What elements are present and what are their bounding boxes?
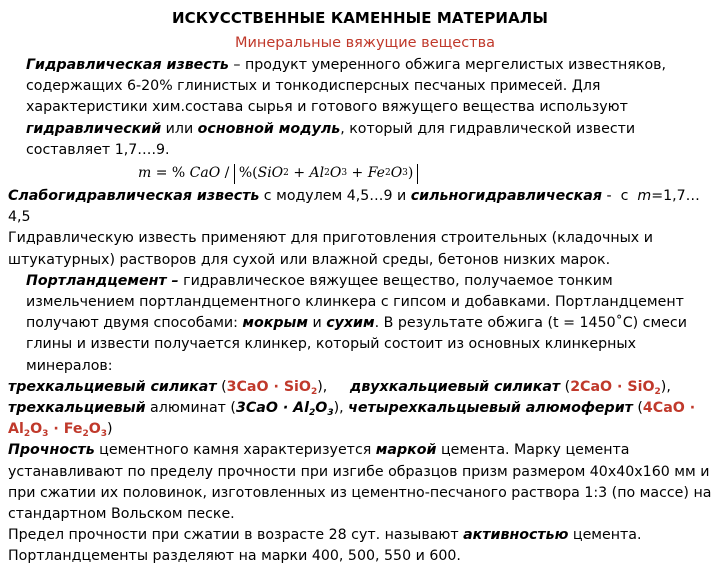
formula-c4af-o2: O: [88, 421, 101, 438]
paragraph-portland-cement: [8, 271, 714, 377]
text: цементного камня характеризуется: [94, 442, 376, 459]
text: цемента. Марку цемента устанавливают по пределу прочности при изгибе образцов призм размером 40х40х160 мм и при сжатии их половинок, изготовленных из цементно-песчаного раствора 1:3 (по массе) на стандартном Вольском песке.: [8, 442, 712, 523]
term-strength: Прочность: [8, 442, 95, 459]
paragraph-minerals: трехкальциевый силикат (3CaO · SiO$_2$), двухкальциевый силикат (2CaO · SiO$_2$), трехкальциевый алюминат $(3CaO \cdot Al_2O_3)$, четырехкальцыевый алюмоферит (4CaO · $Al_2O_3 \cdot Fe_2O_3$): [8, 378, 696, 440]
text: - с: [601, 188, 638, 205]
formula-pct: %(: [238, 164, 258, 181]
formula-o: O: [390, 164, 403, 181]
formula-c3a: 3CaO · Al: [235, 400, 309, 417]
formula-c2s: 2CaO · SiO: [570, 378, 655, 395]
formula-c4af-al: Al: [8, 421, 24, 438]
term-c4af: четырехкальцыевый алюмоферит: [348, 400, 633, 417]
term-grade: маркой: [375, 442, 437, 459]
term-c2s: двухкальциевый силикат: [349, 378, 561, 395]
term-c3s: трехкальциевый силикат: [8, 378, 217, 395]
text: ): [333, 400, 340, 417]
formula-o: O: [329, 164, 342, 181]
term-weak-hydraulic-lime: Слабогидравлическая известь: [8, 188, 260, 205]
term-wet: мокрым: [242, 315, 308, 332]
sub: 2: [283, 167, 289, 178]
text-m: m: [637, 188, 652, 205]
term-hydraulic-lime: Гидравлическая известь: [26, 57, 229, 73]
text: и: [307, 315, 327, 332]
sub: 3: [100, 429, 108, 440]
paragraph-weak-hydraulic: [8, 186, 714, 228]
term-portland-cement: Портландцемент –: [26, 272, 179, 289]
sub: 3: [327, 408, 334, 419]
term-strong-hydraulic: сильногидравлическая: [410, 188, 602, 205]
text: =1,7…4,5: [8, 188, 700, 226]
text: алюминат (: [145, 400, 236, 417]
sub: 2: [82, 429, 89, 440]
formula-bracket: [234, 164, 419, 184]
text: цемента.: [568, 527, 642, 544]
slide-body: [8, 55, 714, 568]
formula-fe: Fe: [367, 164, 385, 181]
sub: 2: [310, 386, 318, 397]
term-c3a: трехкальциевый: [8, 400, 146, 417]
formula-plus: +: [288, 164, 310, 181]
sub: 2: [23, 429, 31, 440]
term-basic-module: основной модуль: [197, 120, 341, 137]
formula-c4af-fe: · Fe: [48, 421, 83, 438]
sub: 2: [324, 167, 330, 178]
text: , который для гидравлической извести составляет 1,7….9.: [26, 120, 636, 158]
paragraph-strength: [8, 440, 714, 525]
formula-div: /: [220, 164, 234, 181]
text: с модулем 4,5…9 и: [259, 188, 411, 205]
sub: 2: [309, 408, 316, 419]
formula-sio2: SiO: [257, 164, 284, 181]
formula-c4af-o: O: [30, 421, 43, 438]
formula-m: m: [138, 164, 152, 181]
sub: 3: [341, 167, 348, 178]
page-subtitle: Минеральные вяжущие вещества: [234, 35, 496, 51]
module-formula: [8, 161, 714, 186]
formula-al: Al: [309, 164, 325, 181]
paragraph-activity: [8, 525, 714, 546]
text: Предел прочности при сжатии в возрасте 28 сут. называют: [8, 527, 464, 544]
term-activity: активностью: [463, 527, 569, 544]
formula-plus: +: [347, 164, 368, 181]
sub: 3: [402, 167, 408, 178]
formula-eq: = %: [151, 164, 190, 181]
text: или: [161, 120, 198, 137]
text: – продукт умеренного обжига мергелистых известняков, содержащих 6-20% глинистых и тонкодисперсных песчаных примесей. Для характеристики хим.состава сырья и готового вяжущего вещества используют: [26, 57, 666, 116]
formula-c4af: 4CaO ·: [642, 400, 696, 417]
term-hydraulic-module: гидравлический: [26, 120, 162, 137]
sub: 2: [654, 386, 661, 397]
paragraph-grades: Портландцементы разделяют на марки 400, 500, 550 и 600.: [8, 548, 461, 565]
page-title: ИСКУССТВЕННЫЕ КАМЕННЫЕ МАТЕРИАЛЫ: [172, 9, 548, 27]
term-dry: сухим: [326, 315, 375, 332]
formula-c3s: 3CaO · SiO: [226, 378, 311, 395]
formula-close: ): [407, 164, 414, 181]
formula-c3a-o: O: [315, 400, 328, 417]
sub: 2: [384, 167, 391, 178]
text: . В результате обжига (t = 1450˚С) смеси глины и извести получается клинкер, который состоит из основных клинкерных минералов:: [26, 315, 687, 374]
formula-cao: CaO: [189, 164, 221, 181]
sub: 3: [42, 429, 49, 440]
text: гидравлическое вяжущее вещество, получаемое тонким измельчением портландцементного клинкера с гипсом и добавками. Портландцемент получают двумя способами:: [26, 272, 684, 332]
paragraph-hydraulic-lime: [8, 55, 714, 161]
paragraph-application: Гидравлическую известь применяют для приготовления строительных (кладочных и штукатурных) растворов для сухой или влажной среды, бетонов низких марок.: [8, 230, 653, 268]
